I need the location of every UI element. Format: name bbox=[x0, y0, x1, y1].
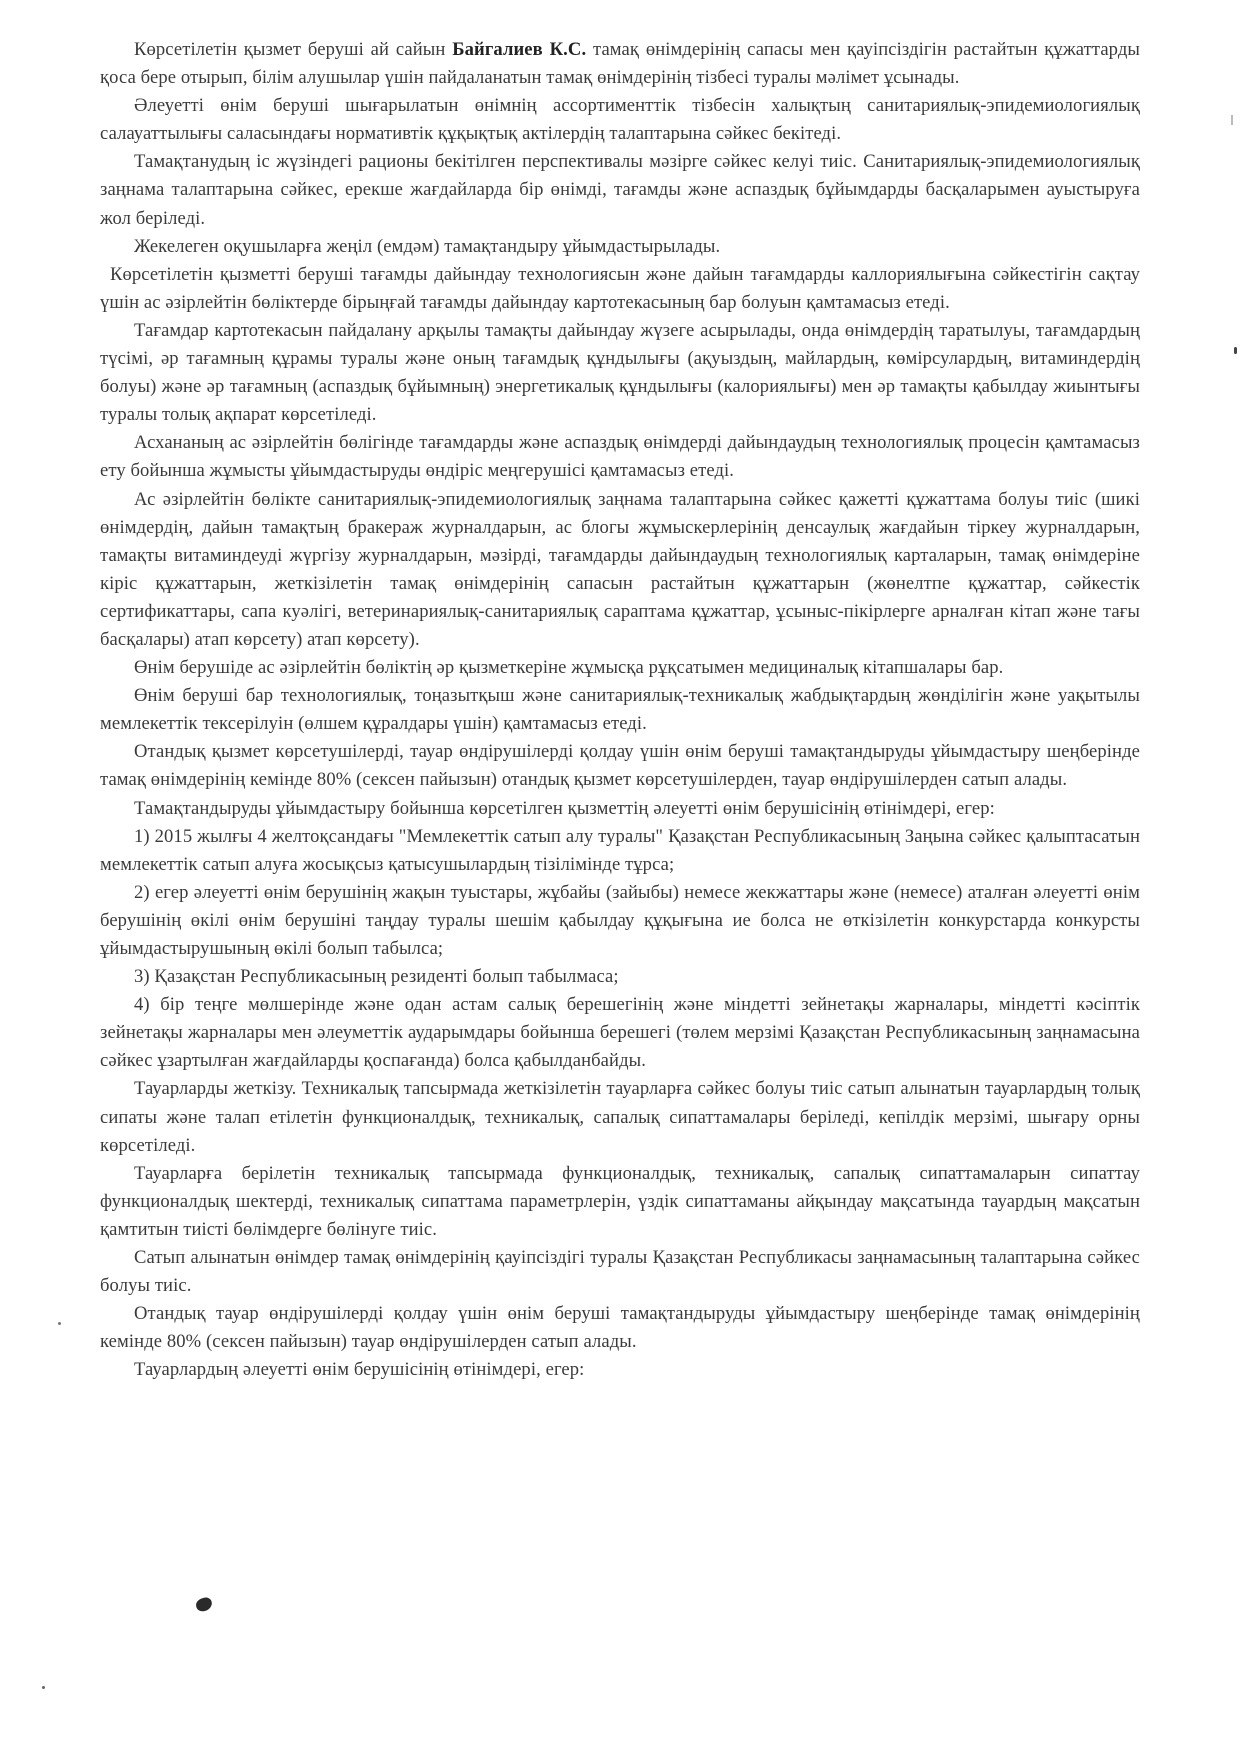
provider-name: Байгалиев К.С. bbox=[452, 39, 587, 60]
list-item: 2) егер әлеуетті өнім берушінің жақын туыстары, жұбайы (зайыбы) немесе жекжаттары және (немесе) аталған әлеуетті өнім берушінің өкілі өнім берушіні таңдау туралы шешім қабылдау құқығына ие болса не өткізілетін конкурстарда конкурсты ұйымдастырушының өкілі болып табылса; bbox=[100, 881, 1140, 959]
paragraph: Ас әзірлейтін бөлікте санитариялық-эпидемиологиялық заңнама талаптарына сәйкес қажетті құжаттама болуы тиіс (шикі өнімдердің, дайын тамақтың бракераж журналдарын, ас блогы жұмыскерлерінің денсаулық жағдайын тіркеу журналдарын, тамақты витаминдеуді жүргізу журналдарын, мәзірді, тағамдарды дайындаудың технологиялық карталарын, тамақ өнімдеріне кіріс құжаттарын, жеткізілетін тамақ өнімдерінің сапасын растайтын құжаттарын (жөнелтпе құжаттар, сәйкестік сертификаттары, сапа куәлігі, ветеринариялық-санитариялық сараптама құжаттар, ұсыныс-пікірлерге арналған кітап және тағы басқалары) атап көрсету) атап көрсету). bbox=[100, 488, 1140, 650]
scan-speck bbox=[42, 1686, 45, 1689]
paragraph: Тауарларға берілетін техникалық тапсырмада функционалдық, техникалық, сапалық сипаттамаларын сипаттау функционалдық шектерді, техникалық сипаттама параметрлерін, үздік сипаттаманы айқындау мақсатында тауардың мақсатын қамтитын тиісті бөлімдерге бөлінуге тиіс. bbox=[100, 1162, 1140, 1240]
scan-speck bbox=[1231, 115, 1233, 125]
paragraph: Өнім берушіде ас әзірлейтін бөліктің әр қызметкеріне жұмысқа рұқсатымен медициналық кітапшалары бар. bbox=[134, 657, 1004, 679]
paragraph bbox=[100, 36, 1140, 92]
paragraph: Тауарлардың әлеуетті өнім берушісінің өтінімдері, егер: bbox=[134, 1359, 585, 1381]
list-item: 4) бір теңге мөлшерінде және одан астам салық берешегінің және міндетті зейнетақы жарналары, міндетті кәсіптік зейнетақы жарналары мен әлеуметтік аударымдары бойынша берешегі (төлем мерзімі Қазақстан Республикасының заңнамасына сәйкес ұзартылған жағдайларды қоспағанда) болса қабылданбайды. bbox=[100, 994, 1140, 1072]
scan-speck bbox=[58, 1322, 61, 1325]
paragraph: Өнім беруші бар технологиялық, тоңазытқыш және санитариялық-техникалық жабдықтардың жөнділігін және уақытылы мемлекеттік тексерілуін (өлшем құралдары үшін) қамтамасыз етеді. bbox=[100, 685, 1140, 735]
document-body bbox=[100, 36, 1140, 1385]
paragraph: Тамақтандыруды ұйымдастыру бойынша көрсетілген қызметтің әлеуетті өнім берушісінің өтінімдері, егер: bbox=[134, 797, 995, 819]
paragraph: Тамақтанудың іс жүзіндегі рационы бекітілген перспективалы мәзірге сәйкес келуі тиіс. Санитариялық-эпидемиологиялық заңнама талаптарына сәйкес, ерекше жағдайларда бір өнімді, тағамды және аспаздық бұйымдарды басқаларымен ауыстыруға жол беріледі. bbox=[100, 151, 1140, 229]
paragraph: Асхананың ас әзірлейтін бөлігінде тағамдарды және аспаздық өнімдерді дайындаудың технологиялық процесін қамтамасыз ету бойынша жұмысты ұйымдастыруды өндіріс меңгерушісі қамтамасыз етеді. bbox=[100, 432, 1140, 482]
paragraph-lead: Көрсетілетін қызмет беруші ай сайын bbox=[134, 39, 453, 60]
paragraph: Отандық тауар өндірушілерді қолдау үшін өнім беруші тамақтандыруды ұйымдастыру шеңберінде тамақ өнімдерінің кемінде 80% (сексен пайызын) тауар өндірушілерден сатып алады. bbox=[100, 1303, 1140, 1353]
paragraph: Әлеуетті өнім беруші шығарылатын өнімнің ассортименттік тізбесін халықтың санитариялық-эпидемиологиялық салауаттылығы саласындағы нормативтік құқықтық актілердің талаптарына сәйкес бекітеді. bbox=[100, 95, 1140, 145]
list-item: 1) 2015 жылғы 4 желтоқсандағы "Мемлекеттік сатып алу туралы" Қазақстан Республикасының Заңына сәйкес қалыптасатын мемлекеттік сатып алуға жосықсыз қатысушылардың тізілімінде тұрса; bbox=[100, 825, 1140, 875]
paragraph: Тағамдар картотекасын пайдалану арқылы тамақты дайындау жүзеге асырылады, онда өнімдердің таратылуы, тағамдардың түсімі, әр тағамның құрамы туралы және оның тағамдық құндылығы (ақуыздың, майлардың, көмірсулардың, витаминдердің болуы) және әр тағамның (аспаздық бұйымның) энергетикалық құндылығы (калориялығы) мен әр тамақты қабылдау жиынтығы туралы толық ақпарат көрсетіледі. bbox=[100, 319, 1140, 426]
scan-speck bbox=[1234, 347, 1237, 354]
paragraph: Көрсетілетін қызметті беруші тағамды дайындау технологиясын және дайын тағамдарды каллориялығына сәйкестігін сақтау үшін ас әзірлейтін бөліктерде бірыңғай тағамды дайындау картотекасының бар болуын қамтамасыз етеді. bbox=[100, 263, 1140, 313]
paragraph: Тауарларды жеткізу. Техникалық тапсырмада жеткізілетін тауарларға сәйкес болуы тиіс сатып алынатын тауарлардың толық сипаты және талап етілетін функционалдық, техникалық, сапалық сипаттамалары беріледі, кепілдік мерзімі, шығару орны көрсетіледі. bbox=[100, 1078, 1140, 1156]
ink-smudge bbox=[195, 1596, 214, 1612]
paragraph: Жекелеген оқушыларға жеңіл (емдәм) тамақтандыру ұйымдастырылады. bbox=[134, 235, 721, 257]
list-item: 3) Қазақстан Республикасының резиденті болып табылмаса; bbox=[134, 966, 619, 988]
paragraph: Сатып алынатын өнімдер тамақ өнімдерінің қауіпсіздігі туралы Қазақстан Республикасы заңнамасының талаптарына сәйкес болуы тиіс. bbox=[100, 1247, 1140, 1297]
paragraph-tail: тамақ өнімдерінің сапасы мен қауіпсіздігін растайтын құжаттарды қоса бере отырып, білім алушылар үшін пайдаланатын тамақ өнімдерінің тізбесі туралы мәлімет ұсынады. bbox=[100, 39, 1140, 89]
paragraph: Отандық қызмет көрсетушілерді, тауар өндірушілерді қолдау үшін өнім беруші тамақтандыруды ұйымдастыру шеңберінде тамақ өнімдерінің кемінде 80% (сексен пайызын) отандық қызмет көрсетушілерден, тауар өндірушілерден сатып алады. bbox=[100, 741, 1140, 791]
